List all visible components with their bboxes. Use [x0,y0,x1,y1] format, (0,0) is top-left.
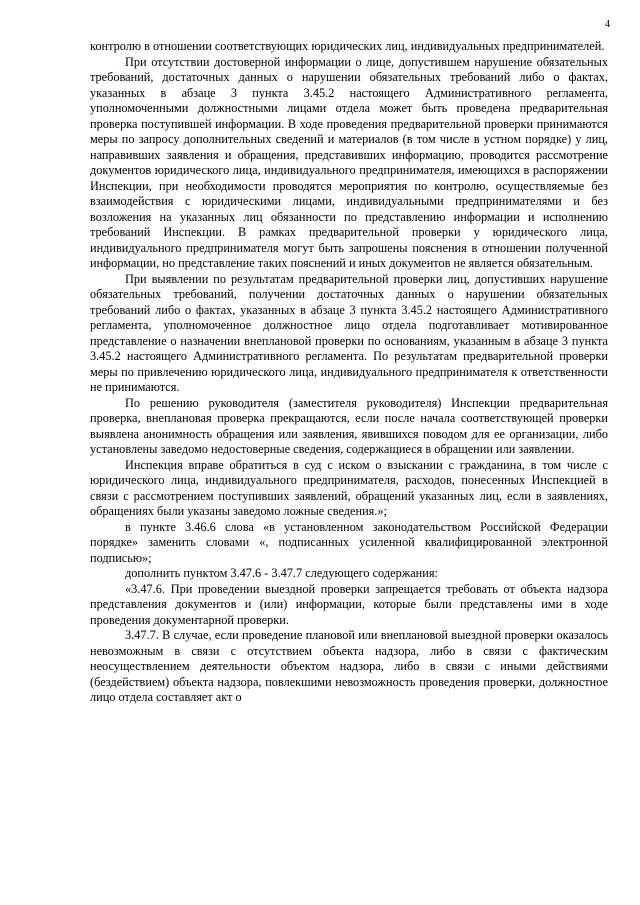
paragraph-clause-3-47-6: «3.47.6. При проведении выездной проверки запрещается требовать от объекта надзора представления документов и (или) информации, которые были представлены ими в ходе проведения документарной проверки. [90,581,608,627]
paragraph-add-clauses: дополнить пунктом 3.47.6 - 3.47.7 следующего содержания: [125,566,438,580]
paragraph-check-results: При выявлении по результатам предварительной проверки лиц, допустивших нарушение обязательных требований, получении достаточных данных о нарушении обязательных требований либо о фактах, указанных в абзаце 3 пункта 3.45.2 настоящего Административного регламента, уполномоченное должностное лицо отдела подготавливает мотивированное представление о назначении внеплановой проверки по основаниям, указанным в абзаце 3 пункта 3.45.2 настоящего Административного регламента. По результатам предварительной проверки меры по привлечению юридического лица, индивидуального предпринимателя к ответственности не принимаются. [90,271,608,394]
paragraph-court-claim: Инспекция вправе обратиться в суд с иском о взыскании с гражданина, в том числе с юридического лица, индивидуального предпринимателя, расходов, понесенных Инспекцией в связи с рассмотрением поступивших заявлений, обращений указанных лиц, если в заявлениях, обращениях были указаны заведомо ложные сведения.»; [90,457,608,518]
page-number: 4 [605,19,610,30]
paragraph-amendment-3-46-6: в пункте 3.46.6 слова «в установленном законодательством Российской Федерации порядке» заменить словами «, подписанных усиленной квалифицированной электронной подписью»; [90,519,608,565]
document-body [90,39,608,706]
paragraph-clause-3-47-7: 3.47.7. В случае, если проведение плановой или внеплановой выездной проверки оказалось невозможным в связи с отсутствием объекта надзора, либо в связи с фактическим неосуществлением деятельности объектом надзора, либо в связи с иными действиями (бездействием) объекта надзора, повлекшими невозможность проведения проверки, должностное лицо отдела составляет акт о [90,628,608,704]
paragraph-check-termination: По решению руководителя (заместителя руководителя) Инспекции предварительная проверка, внеплановая проверка прекращаются, если после начала соответствующей проверки выявлена анонимность обращения или заявления, явившихся поводом для ее организации, либо установлены заведомо недостоверные сведения, содержащиеся в обращении или заявлении. [90,395,608,456]
paragraph-preliminary-check: При отсутствии достоверной информации о лице, допустившем нарушение обязательных требований, достаточных данных о нарушении обязательных требований либо о фактах, указанных в абзаце 3 пункта 3.45.2 настоящего Административного регламента, уполномоченными должностными лицами отдела может быть проведена предварительная проверка поступившей информации. В ходе проведения предварительной проверки принимаются меры по запросу дополнительных сведений и материалов (в том числе в устном порядке) у лиц, направивших заявления и обращения, представивших информацию, проводится рассмотрение документов юридического лица, индивидуального предпринимателя, имеющихся в распоряжении Инспекции, при необходимости проводятся мероприятия по контролю, осуществляемые без взаимодействия с юридическими лицами, индивидуальными предпринимателями и без возложения на указанных лиц обязанности по представлению информации и исполнению требований Инспекции. В рамках предварительной проверки у юридического лица, индивидуального предпринимателя могут быть запрошены пояснения в отношении полученной информации, но представление таких пояснений и иных документов не является обязательным. [90,54,608,270]
paragraph-continuation: контролю в отношении соответствующих юридических лиц, индивидуальных предпринимателей. [90,39,605,53]
